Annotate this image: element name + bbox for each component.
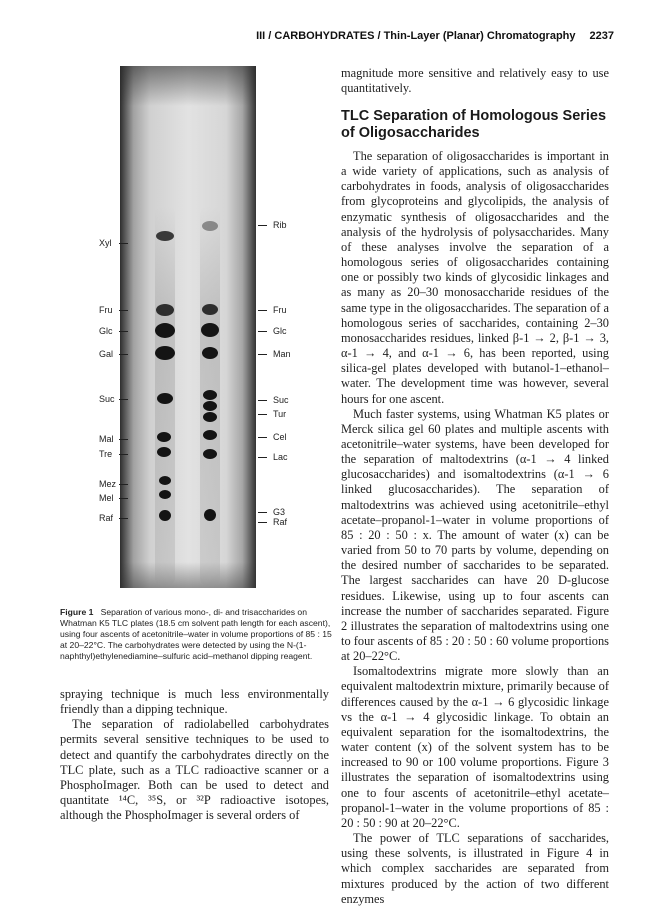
spot-man — [202, 347, 218, 359]
tick-glc-left — [119, 331, 128, 332]
right-paragraph-1: The separation of oligosaccharides is important in a wide variety of applications, such as analysis of carbohydrates in foods, analysis of oligosaccharides from glycoproteins and glycolipids, the analysis of enzymatic synthesis of oligosaccharides and the analysis of the hydrolysis of polysaccharides. Many of these analyses involve the separation of a homologous series of oligosaccharides containing one or possibly two kinds of glycosidic linkages and as many as 20–30 monosaccharide residues of the same type in the oligosaccharides. The separation of a homologous series of saccharides, containing 2–30 monosaccharides residues, linked β-1 → 2, β-1 → 3, α-1 → 4, and α-1 → 6, has been reported, using silica-gel plates developed with butanol-1–ethanol–water. The development time was however, several hours for one ascent. — [341, 149, 609, 406]
spot-lac — [203, 449, 217, 459]
tick-glc-right — [258, 331, 267, 332]
label-g3: G3 — [273, 507, 286, 517]
tick-suc-right — [258, 400, 267, 401]
spot-mez — [159, 476, 171, 485]
label-mal: Mal — [99, 434, 114, 444]
right-paragraph-3: Isomaltodextrins migrate more slowly than an equivalent maltodextrin mixture, primarily because of differences caused by the α-1 → 6 glycosidic linkage vs the α-1 → 4 glycosidic linkage. To obtain an equivalent separation for the isomaltodextrins, the water content (x) of the solvent system has to be increased to 90 or 100 volume proportions. Figure 3 illustrates the separation of isomaltodextrins using one to four ascents of acetonitrile–ethyl acetate–propanol-1–water in the volume proportions of 85 : 20 : 50 : 90 at 20–22°C. — [341, 664, 609, 830]
plate-top-shade — [120, 66, 256, 106]
spot-glc-2 — [201, 323, 219, 337]
tick-man — [258, 354, 267, 355]
tick-mez — [119, 484, 128, 485]
spot-tur — [203, 412, 217, 422]
label-gal: Gal — [99, 349, 114, 359]
spot-rib — [202, 221, 218, 231]
tick-fru-right — [258, 310, 267, 311]
tick-mel — [119, 498, 128, 499]
tick-mal — [119, 439, 128, 440]
label-fru-left: Fru — [99, 305, 113, 315]
label-suc-left: Suc — [99, 394, 115, 404]
left-paragraph-1: spraying technique is much less environmentally friendly than a dipping technique. — [60, 687, 329, 717]
section-heading: TLC Separation of Homologous Series of Oligosaccharides — [341, 108, 607, 141]
right-paragraph-continued: magnitude more sensitive and relatively easy to use quantitatively. — [341, 66, 609, 96]
label-mez: Mez — [99, 479, 117, 489]
label-lac: Lac — [273, 452, 288, 462]
right-column — [341, 149, 609, 907]
spot-glc-1 — [155, 323, 175, 338]
figure-caption-label: Figure 1 — [60, 607, 94, 617]
label-fru-right: Fru — [273, 305, 287, 315]
label-rib: Rib — [273, 220, 287, 230]
spot-cel — [203, 430, 217, 440]
spot-fru-2 — [202, 304, 218, 315]
page-number: 2237 — [589, 30, 614, 42]
label-xyl: Xyl — [99, 238, 112, 248]
spot-raf-1 — [159, 510, 171, 521]
left-paragraph-2: The separation of radiolabelled carbohydrates permits several sensitive techniques to be used to detect and quantify the carbohydrates directly on the TLC plate, such as a TLC radioactive scanner or a PhosphoImager. Both can be used to detect and quantitate ¹⁴C, ³⁵S, or ³²P radioactive isotopes, although the PhosphoImager is several orders of — [60, 717, 329, 823]
tick-fru-left — [119, 310, 128, 311]
running-header — [244, 30, 614, 42]
label-raf-left: Raf — [99, 513, 114, 523]
spot-suc-1 — [157, 393, 173, 404]
spot-fru-1 — [156, 304, 174, 316]
right-column-top — [341, 66, 609, 96]
label-suc-right: Suc — [273, 395, 289, 405]
spot-mal — [157, 432, 171, 442]
spot-suc-3 — [203, 401, 217, 411]
right-paragraph-2: Much faster systems, using Whatman K5 plates or Merck silica gel 60 plates and multiple ascents with acetonitrile–water systems, have been developed for the separation of maltodextrins (α-1 → 4 linked glucosaccharides) and isomaltodextrins (α-1 → 6 linked glucosaccharides). The separation of maltodextrins was achieved using acetonitrile–ethyl acetate–propanol-1–water in volume proportions of 85 : 20 : 50 : x. The amount of water (x) can be varied from 50 to 70 parts by volume, depending on the desired number of saccharides to be separated. The largest saccharides can have 20 D-glucose residues. Likewise, using up to four ascents can increase the number of saccharides separated. Figure 2 illustrates the separation of maltodextrins using one to four ascents of 85 : 20 : 50 : 60 volume proportions at 20–22°C. — [341, 406, 609, 664]
tick-tre — [119, 454, 128, 455]
label-glc-right: Glc — [273, 326, 287, 336]
tick-lac — [258, 457, 267, 458]
tick-gal — [119, 354, 128, 355]
spot-suc-2 — [203, 390, 217, 400]
figure-caption — [60, 607, 332, 662]
label-raf-right: Raf — [273, 517, 288, 527]
label-man: Man — [273, 349, 291, 359]
spot-tre — [157, 447, 171, 457]
tick-raf-left — [119, 518, 128, 519]
tick-raf-right — [258, 522, 267, 523]
spot-gal — [155, 346, 175, 360]
tick-xyl — [119, 243, 128, 244]
running-title: III / CARBOHYDRATES / Thin-Layer (Planar) Chromatography — [256, 30, 576, 42]
spot-xyl — [156, 231, 174, 241]
label-tur: Tur — [273, 409, 287, 419]
left-column — [60, 687, 329, 823]
figure-caption-text: Separation of various mono-, di- and trisaccharides on Whatman K5 TLC plates (18.5 cm solvent path length for each ascent), using four ascents of acetonitrile–water in volume proportions of 85 : 15 at 20–22°C. The carbohydrates were detected by using the N-(1-naphthyl)ethylenediamine–sulfuric acid–methanol dipping reagent. — [60, 607, 332, 661]
label-mel: Mel — [99, 493, 114, 503]
right-paragraph-4: The power of TLC separations of saccharides, using these solvents, is illustrated in Figure 4 in which complex saccharides are separated from mixtures produced by the action of two different enzymes — [341, 831, 609, 906]
tick-g3 — [258, 512, 267, 513]
label-tre: Tre — [99, 449, 113, 459]
tlc-plate-image — [120, 66, 256, 588]
tick-suc-left — [119, 399, 128, 400]
tick-cel — [258, 437, 267, 438]
label-glc-left: Glc — [99, 326, 113, 336]
spot-mel — [159, 490, 171, 499]
label-cel: Cel — [273, 432, 287, 442]
tick-tur — [258, 414, 267, 415]
tick-rib — [258, 225, 267, 226]
spot-raf-2 — [204, 509, 216, 521]
plate-bottom-shade — [120, 562, 256, 588]
